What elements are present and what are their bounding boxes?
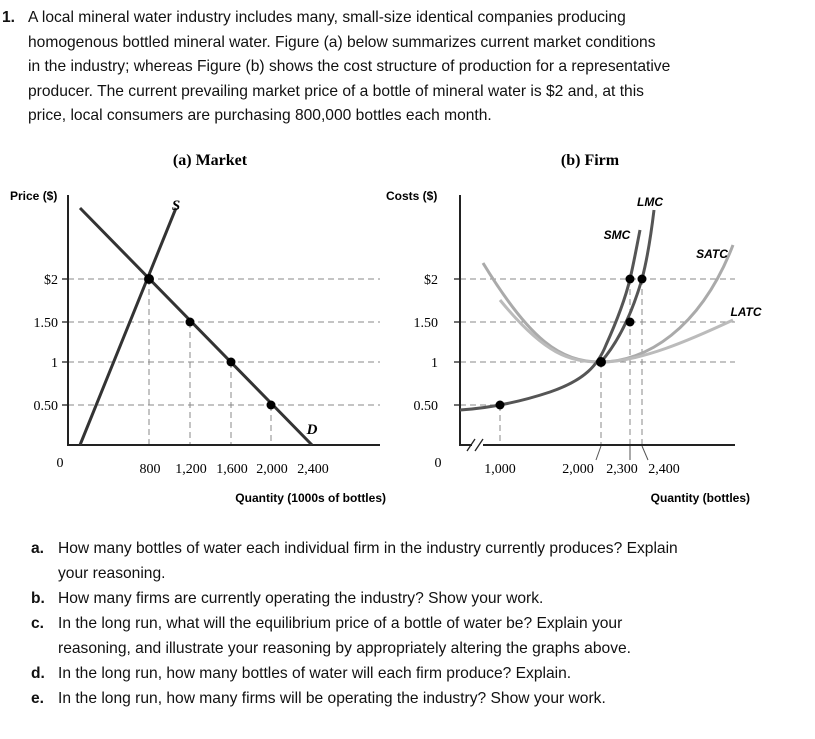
figures [0, 140, 815, 520]
smc-curve [460, 230, 640, 410]
question-text [58, 536, 788, 586]
x-tick-label: 2,000 [256, 462, 288, 477]
problem-number: 1. [2, 9, 16, 26]
x-tick-label: 2,400 [648, 462, 680, 477]
supply-curve [80, 208, 176, 445]
lmc-label: LMC [637, 195, 663, 209]
market-equilibrium-point [144, 274, 154, 284]
market-y-label: Price ($) [10, 189, 58, 203]
firm-y-label: Costs ($) [386, 189, 438, 203]
intro-line: in the industry; whereas Figure (b) shows the cost structure of production for a representative [28, 58, 671, 76]
y-tick-label: $2 [424, 273, 438, 288]
intro-line: homogenous bottled mineral water. Figure (a) below summarizes current market conditions [28, 33, 656, 51]
x-tick-label: 800 [139, 462, 161, 477]
market-y-tick-labels [34, 273, 59, 414]
firm-point [638, 275, 647, 284]
intro-line: price, local consumers are purchasing 800,000 bottles each month. [28, 107, 492, 125]
satc-curve [483, 245, 733, 362]
question-text [58, 611, 788, 661]
firm-x-label: Quantity (bottles) [650, 491, 750, 505]
firm-point [596, 357, 606, 367]
demand-curve [80, 208, 312, 445]
question-letter: d. [31, 665, 45, 682]
intro-line: producer. The current prevailing market price of a bottle of mineral water is $2 and, at this [28, 82, 644, 100]
x-tick-label: 2,300 [606, 462, 638, 477]
market-x-label: Quantity (1000s of bottles) [235, 491, 386, 505]
question-letter: c. [31, 615, 45, 632]
firm-point [626, 275, 635, 284]
question-line: your reasoning. [58, 565, 166, 582]
demand-label: D [306, 422, 318, 438]
firm-point [626, 318, 635, 327]
firm-x-tick-labels [484, 462, 680, 477]
y-tick-label: $2 [44, 273, 58, 288]
x-tick-label: 1,200 [175, 462, 207, 477]
question-text [58, 686, 788, 711]
firm-origin-label: 0 [434, 456, 442, 471]
satc-label: SATC [696, 247, 728, 261]
question-line: reasoning, and illustrate your reasoning by appropriately altering the graphs above. [58, 640, 631, 657]
market-title: (a) Market [172, 152, 248, 169]
supply-label: S [171, 198, 181, 214]
x-tick-label: 1,600 [216, 462, 248, 477]
demand-point [227, 358, 236, 367]
question-line: In the long run, how many firms will be operating the industry? Show your work. [58, 690, 606, 707]
latc-label: LATC [730, 305, 762, 319]
market-x-tick-labels [140, 462, 329, 477]
firm-chart [386, 152, 762, 505]
market-origin-label: 0 [56, 456, 64, 471]
question-letter: b. [31, 590, 45, 607]
intro-line: A local mineral water industry includes many, small-size identical companies producing [28, 9, 626, 26]
question-line: How many firms are currently operating the industry? Show your work. [58, 590, 544, 607]
problem-text [28, 6, 800, 129]
question-line: In the long run, what will the equilibrium price of a bottle of water be? Explain your [58, 615, 623, 632]
firm-title: (b) Firm [560, 152, 620, 169]
demand-point [186, 318, 195, 327]
firm-points [496, 275, 647, 410]
firm-tick-leaders [596, 446, 648, 460]
question-letter: a. [31, 540, 45, 557]
question-letter: e. [31, 690, 45, 707]
question-line: How many bottles of water each individual firm in the industry currently produces? Explain [58, 540, 678, 557]
y-tick-label: 1.50 [413, 316, 438, 331]
question-text [58, 586, 788, 611]
smc-label: SMC [603, 228, 631, 242]
y-tick-label: 0.50 [33, 399, 58, 414]
x-tick-label: 2,000 [562, 462, 594, 477]
question-text [58, 661, 788, 686]
demand-point [267, 401, 276, 410]
x-tick-label: 2,400 [297, 462, 329, 477]
firm-point [496, 401, 505, 410]
y-tick-label: 1 [431, 356, 438, 371]
question-line: In the long run, how many bottles of water will each firm produce? Explain. [58, 665, 572, 682]
firm-y-tick-labels [414, 273, 439, 414]
x-tick-label: 1,000 [484, 462, 516, 477]
y-tick-label: 1.50 [33, 316, 58, 331]
y-tick-label: 1 [51, 356, 58, 371]
y-tick-label: 0.50 [413, 399, 438, 414]
market-chart [10, 152, 386, 505]
